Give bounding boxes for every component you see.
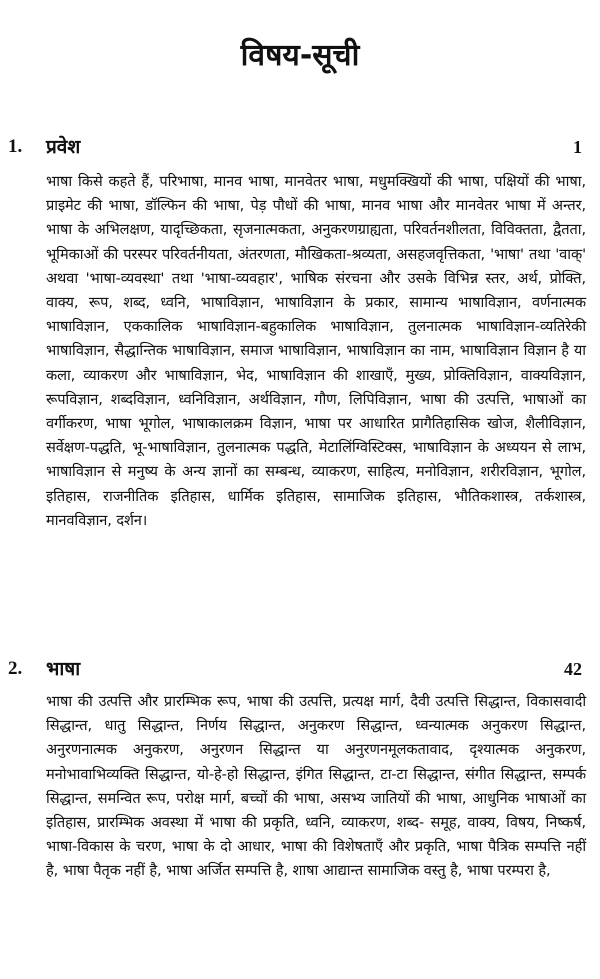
chapter-title: प्रवेश [46, 136, 81, 158]
chapter-heading-2 [8, 654, 582, 684]
chapter-title: भाषा [46, 658, 81, 680]
chapter-number: 1. [8, 136, 23, 157]
chapter-topics-1: भाषा किसे कहते हैं, परिभाषा, मानव भाषा, मानवेतर भाषा, मधुमक्खियों की भाषा, पक्षियों की भाषा, प्राइमेट की भाषा, डॉल्फिन की भाषा, पेड़ पौधों की भाषा, मानव भाषा और मानवेतर भाषा में अन्तर, भाषा के अभिलक्षण, यादृच्छिकता, सृजनात्मकता, अनुकरणग्राह्यता, परिवर्तनशीलता, विविक्तता, द्वैतता, भूमिकाओं की परस्पर परिवर्तनीयता, अंतरणता, मौखिकता-श्रव्यता, असहजवृत्तिकता, 'भाषा' तथा 'वाक्' अथवा 'भाषा-व्यवस्था' तथा 'भाषा-व्यवहार', भाषिक संरचना और उसके विभिन्न स्तर, अर्थ, प्रोक्ति, वाक्य, रूप, शब्द, ध्वनि, भाषाविज्ञान, भाषाविज्ञान के प्रकार, सामान्य भाषाविज्ञान, वर्णनात्मक भाषाविज्ञान, एककालिक भाषाविज्ञान-बहुकालिक भाषाविज्ञान, तुलनात्मक भाषाविज्ञान-व्यतिरेकी भाषाविज्ञान, सैद्धान्तिक भाषाविज्ञान, समाज भाषाविज्ञान, भाषाविज्ञान का नाम, भाषाविज्ञान विज्ञान है या कला, व्याकरण और भाषाविज्ञान, भेद, भाषाविज्ञान की शाखाएँ, मुख्य, प्रोक्तिविज्ञान, वाक्यविज्ञान, रूपविज्ञान, शब्दविज्ञान, ध्वनिविज्ञान, अर्थविज्ञान, गौण, लिपिविज्ञान, भाषा की उत्पत्ति, भाषाओं का वर्गीकरण, भाषा भूगोल, भाषाकालक्रम विज्ञान, भाषा पर आधारित प्रागैतिहासिक खोज, शैलीविज्ञान, सर्वेक्षण-पद्धति, भू-भाषाविज्ञान, तुलनात्मक पद्धति, मेटालिंग्विस्टिक्स, भाषाविज्ञान के अध्ययन से लाभ, भाषाविज्ञान से मनुष्य के अन्य ज्ञानों का सम्बन्ध, व्याकरण, साहित्य, मनोविज्ञान, शरीरविज्ञान, भूगोल, इतिहास, राजनीतिक इतिहास, धार्मिक इतिहास, सामाजिक इतिहास, भौतिकशास्त्र, तर्कशास्त्र, मानवविज्ञान, दर्शन। [46, 173, 586, 529]
chapter-number: 2. [8, 658, 23, 679]
page-title: विषय-सूची [240, 38, 360, 73]
chapter-page-number: 42 [564, 659, 582, 679]
chapter-heading-1 [8, 132, 582, 162]
chapter-topics-2: भाषा की उत्पत्ति और प्रारम्भिक रूप, भाषा की उत्पत्ति, प्रत्यक्ष मार्ग, दैवी उत्पत्ति सिद्धान्त, विकासवादी सिद्धान्त, धातु सिद्धान्त, निर्णय सिद्धान्त, अनुकरण सिद्धान्त, ध्वन्यात्मक अनुकरण सिद्धान्त, अनुरणनात्मक अनुकरण, अनुरणन सिद्धान्त या अनुरणनमूलकतावाद, दृश्यात्मक अनुकरण, मनोभावाभिव्यक्ति सिद्धान्त, यो-हे-हो सिद्धान्त, इंगित सिद्धान्त, टा-टा सिद्धान्त, संगीत सिद्धान्त, सम्पर्क सिद्धान्त, समन्वित रूप, परोक्ष मार्ग, बच्चों की भाषा, असभ्य जातियों की भाषा, आधुनिक भाषाओं का इतिहास, प्रारम्भिक अवस्था में भाषा की प्रकृति, ध्वनि, व्याकरण, शब्द- समूह, वाक्य, विषय, निष्कर्ष, भाषा-विकास के चरण, भाषा के दो आधार, भाषा की विशेषताएँ और प्रकृति, भाषा पैत्रिक सम्पत्ति नहीं है, भाषा पैतृक नहीं है, भाषा अर्जित सम्पत्ति है, शाषा आद्यान्त सामाजिक वस्तु है, भाषा परम्परा है, [46, 693, 586, 880]
chapter-page-number: 1 [573, 137, 582, 157]
